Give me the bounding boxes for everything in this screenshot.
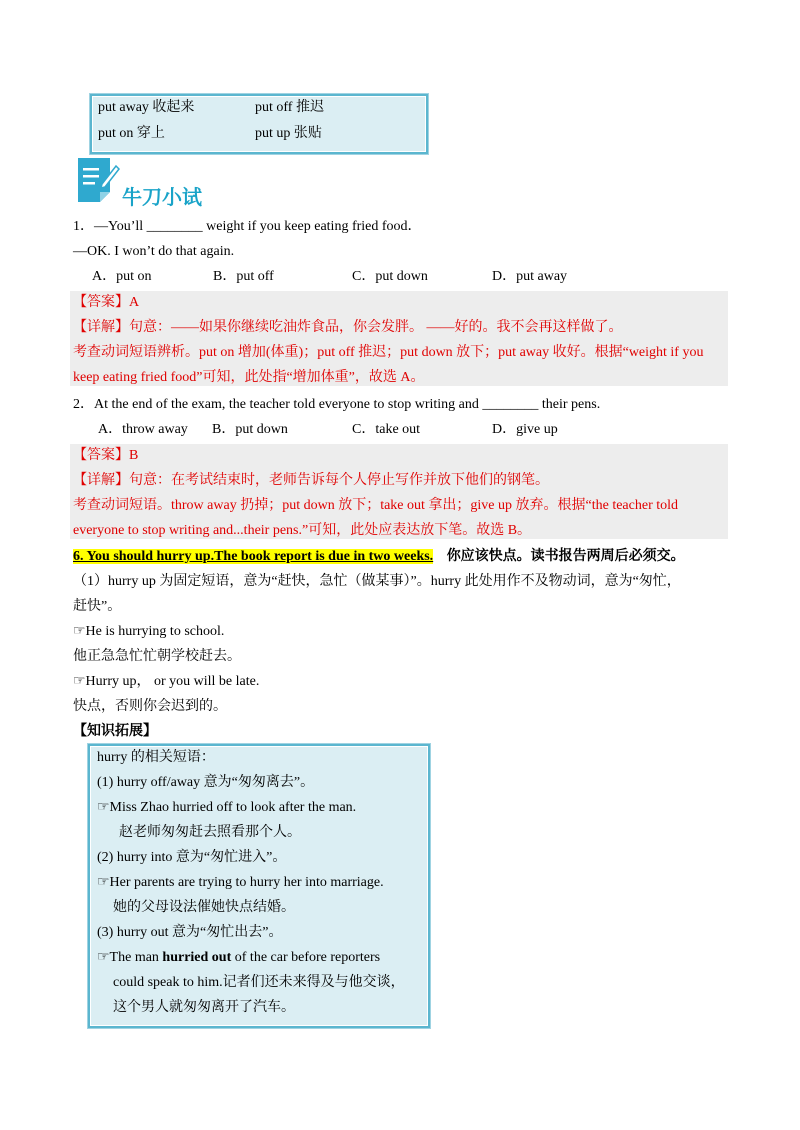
q2-option-b: B．put down bbox=[212, 422, 288, 437]
q2-option-a: A．throw away bbox=[98, 422, 188, 437]
ext-line-2: (1) hurry off/away 意为“匆匆离去”。 bbox=[97, 775, 315, 790]
ext-line-8: (3) hurry out 意为“匆忙出去”。 bbox=[97, 925, 283, 940]
q1-option-d: D．put away bbox=[492, 269, 568, 284]
q2-option-c: C．take out bbox=[352, 422, 421, 437]
q2-explain-3: everyone to stop writing and...their pens.”可知，此处应表达放下笔。故选 B。 bbox=[73, 523, 532, 538]
phrase-put-off: put off 推迟 bbox=[255, 100, 324, 115]
point6-note-1b: 赶快”。 bbox=[73, 599, 122, 614]
q2-option-d: D．give up bbox=[492, 422, 558, 437]
point6-translation: 你应该快点。读书报告两周后必须交。 bbox=[446, 549, 685, 564]
knowledge-extension-title: 【知识拓展】 bbox=[73, 724, 157, 739]
ext-line-7: 她的父母设法催她快点结婚。 bbox=[113, 900, 295, 915]
ext-line-11: 这个男人就匆匆离开了汽车。 bbox=[113, 1000, 295, 1015]
q1-option-a: A．put on bbox=[92, 269, 152, 284]
phrase-put-away: put away 收起来 bbox=[98, 100, 195, 115]
phrase-put-up: put up 张贴 bbox=[255, 126, 322, 141]
q1-explain-1: 【详解】句意：——如果你继续吃油炸食品，你会发胖。 ——好的。我不会再这样做了。 bbox=[73, 320, 623, 335]
point6-example-2: ☞Hurry up， or you will be late. bbox=[73, 674, 260, 689]
point6-heading bbox=[73, 547, 685, 567]
point6-example-1: ☞He is hurrying to school. bbox=[73, 624, 225, 639]
point6-note-1a: （1）hurry up 为固定短语，意为“赶快，急忙（做某事）”。hurry 此处用作不及物动词，意为“匆忙， bbox=[73, 574, 681, 589]
q1-explain-3: keep eating fried food”可知，此处指“增加体重”，故选 A。 bbox=[73, 370, 425, 385]
ext-line-4: 赵老师匆匆赶去照看那个人。 bbox=[119, 825, 301, 840]
ext-line-9-end: of the car before reporters bbox=[231, 950, 381, 965]
q1-reply: —OK. I won’t do that again. bbox=[73, 244, 235, 259]
ext-line-9-start: ☞The man bbox=[97, 950, 163, 965]
ext-line-10: could speak to him.记者们还未来得及与他交谈， bbox=[113, 975, 405, 990]
section-title: 牛刀小试 bbox=[122, 185, 202, 209]
ext-line-9 bbox=[97, 948, 380, 968]
note-pencil-icon bbox=[76, 154, 120, 204]
q1-stem: 1．—You’ll ________ weight if you keep eating fried food． bbox=[73, 219, 422, 234]
point6-sentence: 6. You should hurry up.The book report is due in two weeks. bbox=[73, 549, 434, 564]
q2-explain-2: 考查动词短语。throw away 扔掉；put down 放下；take out 拿出；give up 放弃。根据“the teacher told bbox=[73, 498, 679, 513]
q2-answer: 【答案】B bbox=[73, 448, 139, 463]
point6-example-2-translation: 快点，否则你会迟到的。 bbox=[73, 699, 227, 714]
phrase-put-on: put on 穿上 bbox=[98, 126, 165, 141]
ext-line-1: hurry 的相关短语： bbox=[97, 750, 215, 765]
q1-explain-2: 考查动词短语辨析。put on 增加(体重)；put off 推迟；put down 放下；put away 收好。根据“weight if you bbox=[73, 345, 704, 360]
q2-stem: 2．At the end of the exam, the teacher told everyone to stop writing and ________ their pens. bbox=[73, 397, 601, 412]
q1-option-b: B．put off bbox=[213, 269, 274, 284]
q2-explain-1: 【详解】句意：在考试结束时，老师告诉每个人停止写作并放下他们的钢笔。 bbox=[73, 473, 549, 488]
ext-line-9-bold: hurried out bbox=[162, 950, 232, 965]
ext-line-3: ☞Miss Zhao hurried off to look after the man. bbox=[97, 800, 357, 815]
q1-answer: 【答案】A bbox=[73, 295, 140, 310]
ext-line-6: ☞Her parents are trying to hurry her into marriage. bbox=[97, 875, 384, 890]
ext-line-5: (2) hurry into 意为“匆忙进入”。 bbox=[97, 850, 287, 865]
q1-option-c: C．put down bbox=[352, 269, 428, 284]
point6-example-1-translation: 他正急急忙忙朝学校赶去。 bbox=[73, 649, 241, 664]
